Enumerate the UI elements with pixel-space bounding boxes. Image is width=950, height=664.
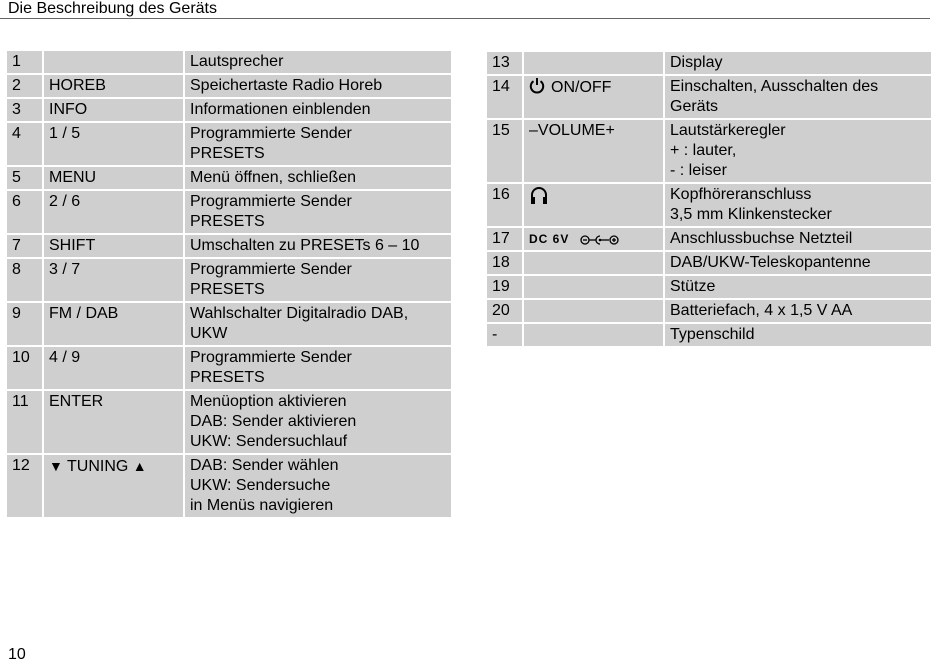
row-number: 17 [487, 228, 522, 250]
row-number: 16 [487, 184, 522, 226]
controls-table-left [5, 49, 453, 519]
control-description [185, 123, 451, 165]
power-icon [529, 77, 545, 95]
control-label: ENTER [44, 391, 183, 453]
row-number: 2 [7, 75, 42, 97]
description-line: Menü öffnen, schließen [190, 169, 357, 186]
description-line: DAB: Sender wählen [190, 457, 339, 474]
control-description [665, 276, 931, 298]
description-line: Display [670, 54, 723, 71]
description-line: DAB/UKW-Teleskopantenne [670, 254, 871, 271]
description-line: Batteriefach, 4 x 1,5 V AA [670, 302, 853, 319]
control-label: MENU [44, 167, 183, 189]
dc-6v-label: DC 6V [529, 232, 570, 246]
table-row [487, 252, 931, 274]
control-label: 2 / 6 [44, 191, 183, 233]
table-row [7, 99, 451, 121]
description-line: Geräts [670, 98, 719, 115]
control-description [665, 120, 931, 182]
table-row [487, 120, 931, 182]
control-description [185, 455, 451, 517]
description-line: Programmierte Sender [190, 261, 352, 278]
control-description [665, 324, 931, 346]
control-label: SHIFT [44, 235, 183, 257]
description-line: UKW [190, 325, 228, 342]
row-number: 12 [7, 455, 42, 517]
header-divider [0, 18, 930, 19]
table-row [7, 347, 451, 389]
row-number: 6 [7, 191, 42, 233]
table-row [7, 51, 451, 73]
control-label: –VOLUME+ [524, 120, 663, 182]
description-line: Informationen einblenden [190, 101, 371, 118]
dc-polarity-icon [580, 234, 620, 246]
page-header-title: Die Beschreibung des Geräts [8, 0, 217, 17]
row-number: 15 [487, 120, 522, 182]
description-line: Lautsprecher [190, 53, 284, 70]
control-label: FM / DAB [44, 303, 183, 345]
description-line: PRESETS [190, 213, 265, 230]
description-line: Speichertaste Radio Horeb [190, 77, 383, 94]
description-line: - : leiser [670, 162, 727, 179]
control-description [185, 259, 451, 301]
description-line: PRESETS [190, 369, 265, 386]
control-label [524, 324, 663, 346]
control-description [185, 347, 451, 389]
row-number: 7 [7, 235, 42, 257]
row-number: 8 [7, 259, 42, 301]
description-line: Typenschild [670, 326, 755, 343]
control-description [185, 235, 451, 257]
table-row [7, 259, 451, 301]
description-line: PRESETS [190, 145, 265, 162]
row-number: 4 [7, 123, 42, 165]
control-label [524, 276, 663, 298]
description-line: DAB: Sender aktivieren [190, 413, 357, 430]
control-label [44, 455, 183, 517]
table-row [487, 276, 931, 298]
page-number: 10 [8, 646, 26, 663]
description-line: Programmierte Sender [190, 349, 352, 366]
control-label: 1 / 5 [44, 123, 183, 165]
description-line: UKW: Sendersuchlauf [190, 433, 348, 450]
description-line: Stütze [670, 278, 716, 295]
control-description [665, 52, 931, 74]
table-row [7, 455, 451, 517]
row-number: 3 [7, 99, 42, 121]
table-row [7, 391, 451, 453]
control-label [524, 252, 663, 274]
control-description [665, 300, 931, 322]
table-row [487, 324, 931, 346]
control-label: HOREB [44, 75, 183, 97]
row-number: 10 [7, 347, 42, 389]
row-number: 20 [487, 300, 522, 322]
control-description [185, 51, 451, 73]
description-line: Kopfhöreranschluss [670, 186, 812, 203]
control-description [185, 191, 451, 233]
control-label [524, 300, 663, 322]
description-line: Menüoption aktivieren [190, 393, 347, 410]
row-number: 13 [487, 52, 522, 74]
description-line: in Menüs navigieren [190, 497, 334, 514]
table-row [7, 303, 451, 345]
row-number: 9 [7, 303, 42, 345]
headphones-icon [529, 185, 549, 205]
triangle-up-icon: ▲ [132, 458, 147, 474]
row-number: 5 [7, 167, 42, 189]
on-off-label: ON/OFF [551, 79, 612, 96]
row-number: 19 [487, 276, 522, 298]
controls-table-right [485, 50, 933, 348]
row-number: 1 [7, 51, 42, 73]
control-description [665, 184, 931, 226]
control-label [524, 184, 663, 226]
control-label [524, 228, 663, 250]
description-line: UKW: Sendersuche [190, 477, 331, 494]
row-number: 11 [7, 391, 42, 453]
control-label [524, 76, 663, 118]
description-line: 3,5 mm Klinkenstecker [670, 206, 832, 223]
control-description [665, 252, 931, 274]
description-line: Anschlussbuchse Netzteil [670, 230, 853, 247]
description-line: Umschalten zu PRESETs 6 – 10 [190, 237, 420, 254]
row-number: 18 [487, 252, 522, 274]
table-row [487, 52, 931, 74]
description-line: Einschalten, Ausschalten des [670, 78, 879, 95]
table-row [487, 184, 931, 226]
control-label: 3 / 7 [44, 259, 183, 301]
triangle-down-icon: ▼ [49, 458, 63, 474]
table-row [7, 123, 451, 165]
description-line: PRESETS [190, 281, 265, 298]
control-label: 4 / 9 [44, 347, 183, 389]
control-label [524, 52, 663, 74]
row-number: 14 [487, 76, 522, 118]
table-row [487, 228, 931, 250]
description-line: + : lauter, [670, 142, 737, 159]
row-number: - [487, 324, 522, 346]
control-label [44, 51, 183, 73]
table-row [7, 191, 451, 233]
description-line: Wahlschalter Digitalradio DAB, [190, 305, 409, 322]
tuning-label: TUNING [67, 458, 129, 475]
control-label: INFO [44, 99, 183, 121]
control-description [185, 303, 451, 345]
table-row [7, 167, 451, 189]
control-description [185, 75, 451, 97]
table-row [487, 300, 931, 322]
description-line: Programmierte Sender [190, 193, 352, 210]
control-description [665, 76, 931, 118]
table-row [7, 235, 451, 257]
control-description [665, 228, 931, 250]
description-line: Lautstärkeregler [670, 122, 786, 139]
description-line: Programmierte Sender [190, 125, 352, 142]
control-description [185, 391, 451, 453]
control-description [185, 99, 451, 121]
control-description [185, 167, 451, 189]
table-row [7, 75, 451, 97]
table-row [487, 76, 931, 118]
